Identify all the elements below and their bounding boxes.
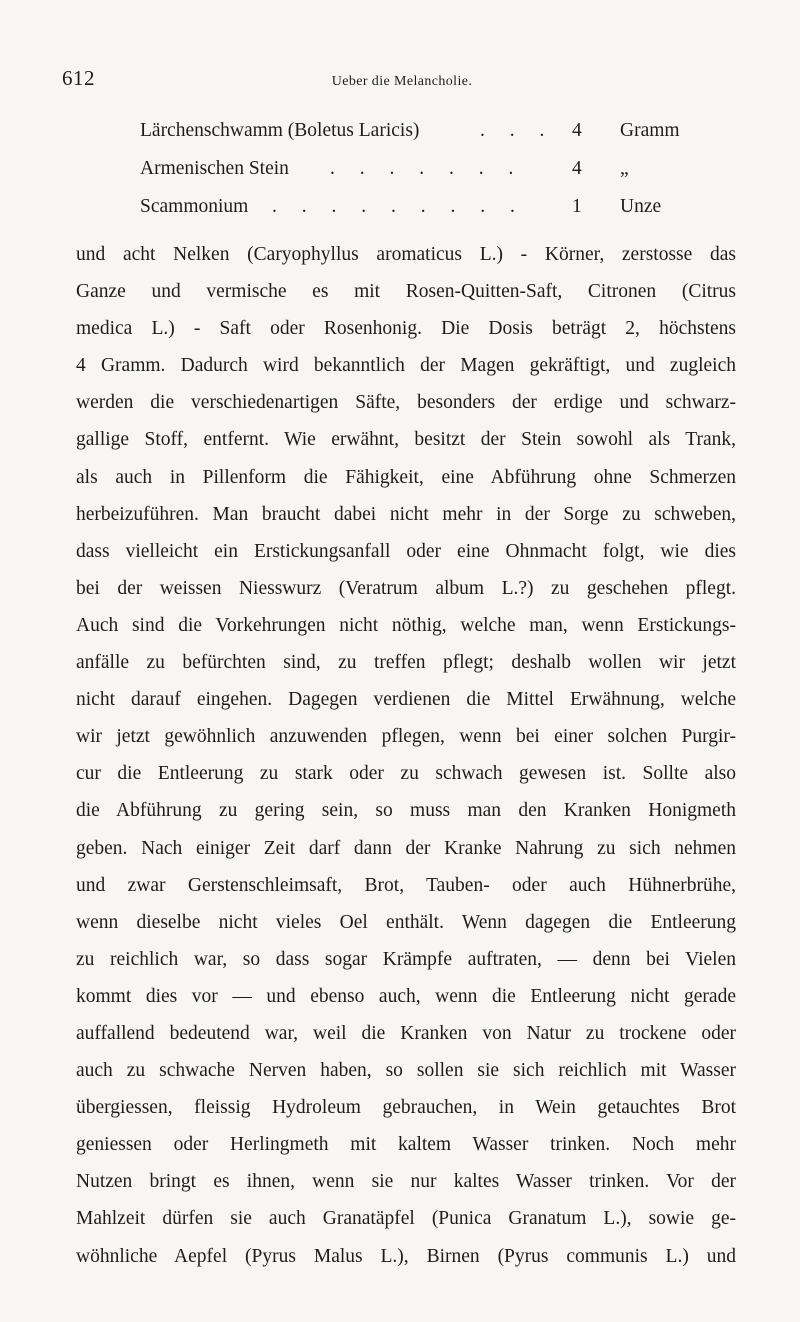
text-line: auch zu schwache Nerven haben, so sollen sie sich reichlich mit Wasser — [76, 1060, 736, 1082]
recipe-row — [140, 196, 700, 234]
recipe-row — [140, 120, 700, 158]
text-line: übergiessen, fleissig Hydroleum gebrauchen, in Wein getauchtes Brot — [76, 1097, 736, 1119]
running-title: Ueber die Melancholie. — [331, 74, 473, 89]
recipe-unit: Gramm — [620, 120, 680, 141]
body-text — [76, 236, 736, 1275]
recipe-unit: Unze — [620, 196, 662, 217]
recipe-leader-dots: . . . — [480, 120, 555, 141]
recipe-quantity: 4 — [572, 158, 582, 179]
text-line: kommt dies vor — und ebenso auch, wenn die Entleerung nicht gerade — [76, 985, 736, 1007]
recipe-row — [140, 158, 700, 196]
text-line: Auch sind die Vorkehrungen nicht nöthig, welche man, wenn Erstickungs- — [76, 614, 736, 636]
text-line: nicht darauf eingehen. Dagegen verdienen die Mittel Erwähnung, welche — [76, 689, 736, 711]
text-line: bei der weissen Niesswurz (Veratrum album L.?) zu geschehen pflegt. — [76, 577, 736, 599]
recipe-quantity: 1 — [572, 196, 582, 217]
text-line: geben. Nach einiger Zeit darf dann der Kranke Nahrung zu sich nehmen — [76, 837, 736, 859]
text-line: Mahlzeit dürfen sie auch Granatäpfel (Punica Granatum L.), sowie ge- — [76, 1208, 736, 1230]
recipe-leader-dots: . . . . . . . . . — [272, 196, 525, 217]
recipe-ingredient: Lärchenschwamm (Boletus Laricis) — [140, 120, 420, 141]
recipe-quantity: 4 — [572, 120, 582, 141]
text-line: zu reichlich war, so dass sogar Krämpfe auftraten, — denn bei Vielen — [76, 948, 736, 970]
text-line: gallige Stoff, entfernt. Wie erwähnt, besitzt der Stein sowohl als Trank, — [76, 429, 736, 451]
text-line: herbeizuführen. Man braucht dabei nicht mehr in der Sorge zu schweben, — [76, 503, 736, 525]
recipe-unit: „ — [620, 158, 629, 179]
text-line: wir jetzt gewöhnlich anzuwenden pflegen, wenn bei einer solchen Purgir- — [76, 726, 736, 748]
text-line: Ganze und vermische es mit Rosen-Quitten-Saft, Citronen (Citrus — [76, 281, 736, 303]
text-line: geniessen oder Herlingmeth mit kaltem Wasser trinken. Noch mehr — [76, 1134, 736, 1156]
text-line: die Abführung zu gering sein, so muss man den Kranken Honigmeth — [76, 800, 736, 822]
recipe-ingredient: Armenischen Stein — [140, 158, 289, 179]
page-header — [62, 66, 742, 96]
text-line: cur die Entleerung zu stark oder zu schwach gewesen ist. Sollte also — [76, 763, 736, 785]
text-line: 4 Gramm. Dadurch wird bekanntlich der Magen gekräftigt, und zugleich — [76, 355, 736, 377]
text-line: und zwar Gerstenschleimsaft, Brot, Tauben- oder auch Hühnerbrühe, — [76, 874, 736, 896]
recipe-ingredient: Scammonium — [140, 196, 249, 217]
page-number: 612 — [62, 66, 95, 90]
text-line: als auch in Pillenform die Fähigkeit, eine Abführung ohne Schmerzen — [76, 466, 736, 488]
recipe-leader-dots: . . . . . . . — [330, 158, 524, 179]
text-line: und acht Nelken (Caryophyllus aromaticus L.) - Körner, zerstosse das — [76, 244, 736, 265]
text-line: auffallend bedeutend war, weil die Kranken von Natur zu trockene oder — [76, 1022, 736, 1044]
text-line: Nutzen bringt es ihnen, wenn sie nur kaltes Wasser trinken. Vor der — [76, 1171, 736, 1193]
text-line: wöhnliche Aepfel (Pyrus Malus L.), Birnen (Pyrus communis L.) und — [76, 1245, 736, 1267]
text-line: dass vielleicht ein Erstickungsanfall oder eine Ohnmacht folgt, wie dies — [76, 540, 736, 562]
text-line: anfälle zu befürchten sind, zu treffen pflegt; deshalb wollen wir jetzt — [76, 652, 736, 674]
text-line: medica L.) - Saft oder Rosenhonig. Die Dosis beträgt 2, höchstens — [76, 318, 736, 340]
recipe-list — [140, 120, 700, 234]
text-line: wenn dieselbe nicht vieles Oel enthält. Wenn dagegen die Entleerung — [76, 911, 736, 933]
text-line: werden die verschiedenartigen Säfte, besonders der erdige und schwarz- — [76, 392, 736, 414]
